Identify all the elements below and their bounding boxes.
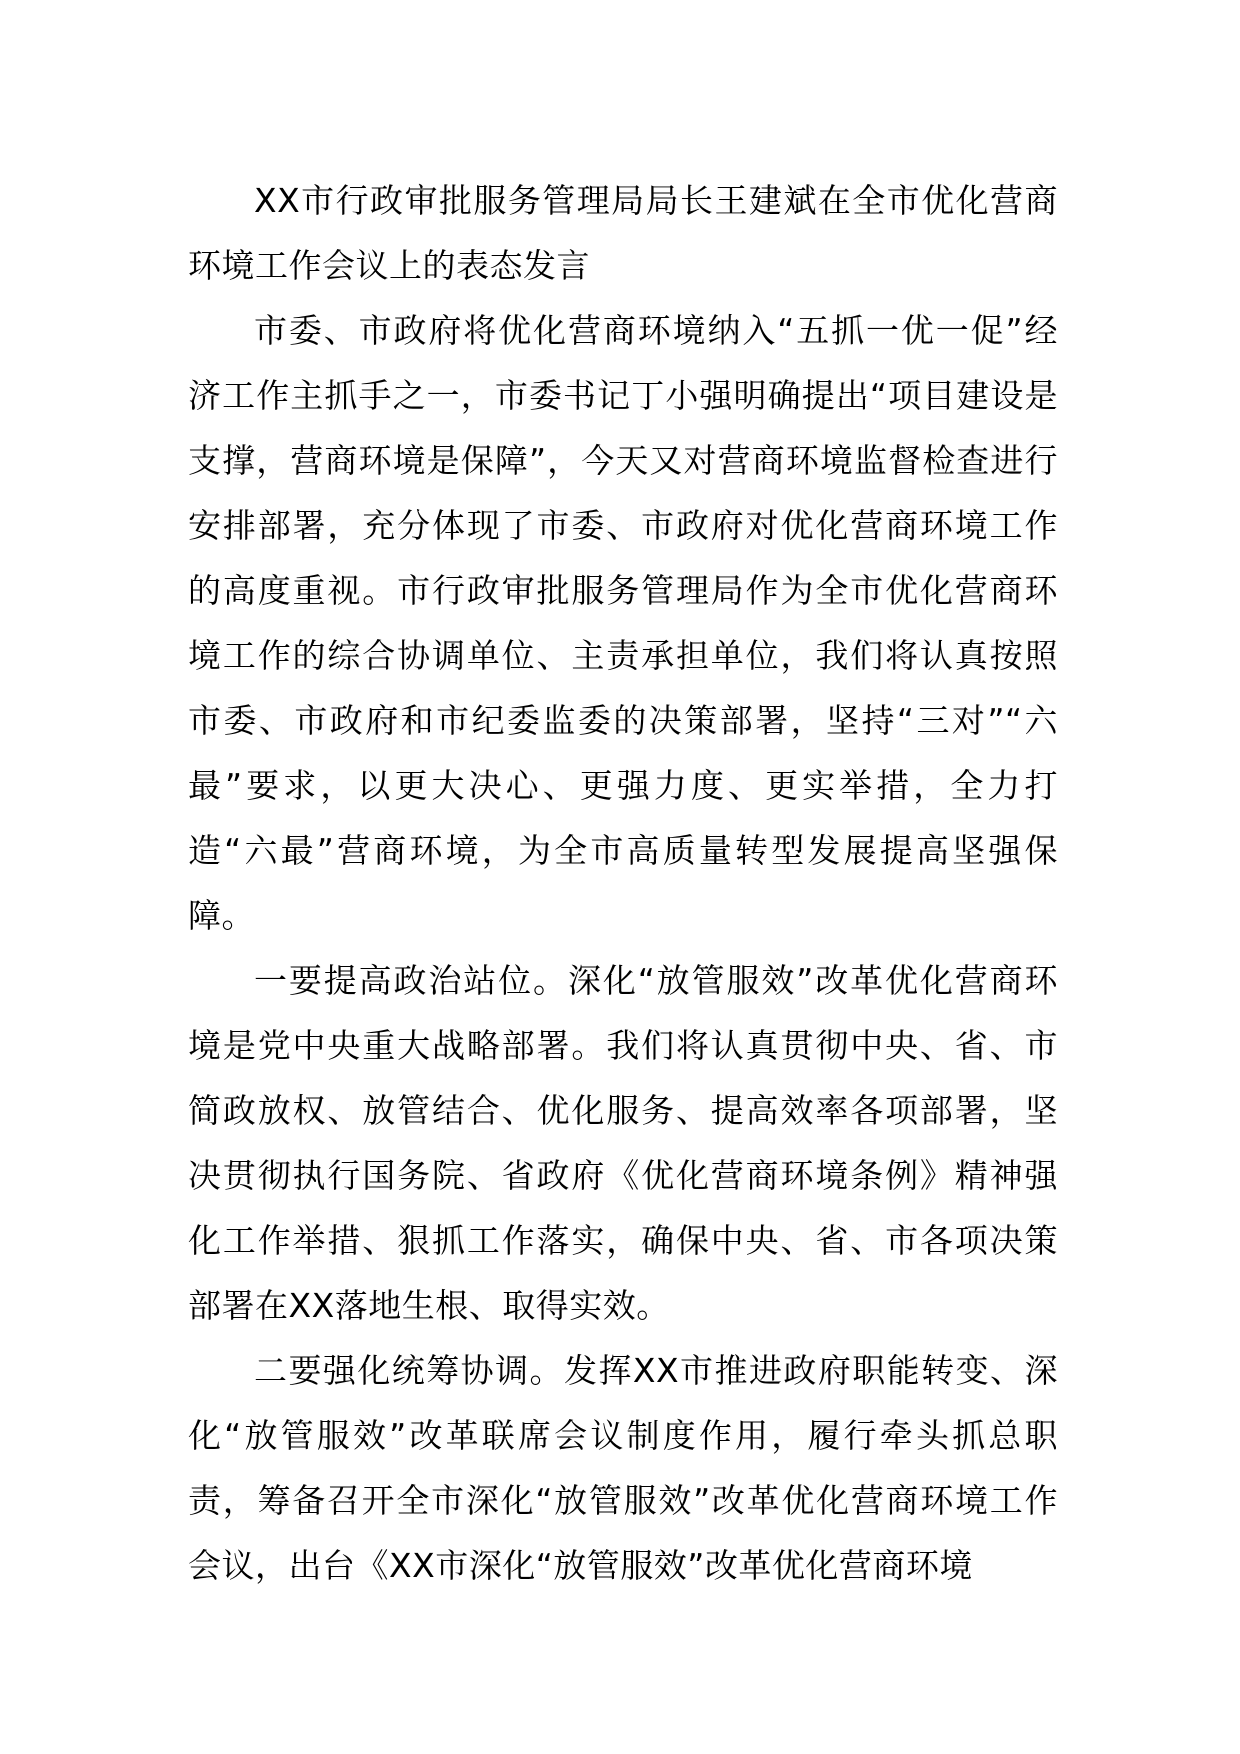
document-body xyxy=(188,168,1058,1598)
paragraph-coordination: 二要强化统筹协调。发挥XX市推进政府职能转变、深化“放管服效”改革联席会议制度作用，履行牵头抓总职责，筹备召开全市深化“放管服效”改革优化营商环境工作会议，出台《XX市深化“放管服效”改革优化营商环境 xyxy=(188,1351,1058,1585)
paragraph-intro: 市委、市政府将优化营商环境纳入“五抓一优一促”经济工作主抓手之一，市委书记丁小强明确提出“项目建设是支撑，营商环境是保障”，今天又对营商环境监督检查进行安排部署，充分体现了市委、市政府对优化营商环境工作的高度重视。市行政审批服务管理局作为全市优化营商环境工作的综合协调单位、主责承担单位，我们将认真按照市委、市政府和市纪委监委的决策部署，坚持“三对”“六最”要求，以更大决心、更强力度、更实举措，全力打造“六最”营商环境，为全市高质量转型发展提高坚强保障。 xyxy=(188,311,1058,935)
paragraph-political-stance: 一要提高政治站位。深化“放管服效”改革优化营商环境是党中央重大战略部署。我们将认真贯彻中央、省、市简政放权、放管结合、优化服务、提高效率各项部署，坚决贯彻执行国务院、省政府《优化营商环境条例》精神强化工作举措、狠抓工作落实，确保中央、省、市各项决策部署在XX落地生根、取得实效。 xyxy=(188,961,1058,1325)
document-title: XX市行政审批服务管理局局长王建斌在全市优化营商环境工作会议上的表态发言 xyxy=(188,181,1058,285)
